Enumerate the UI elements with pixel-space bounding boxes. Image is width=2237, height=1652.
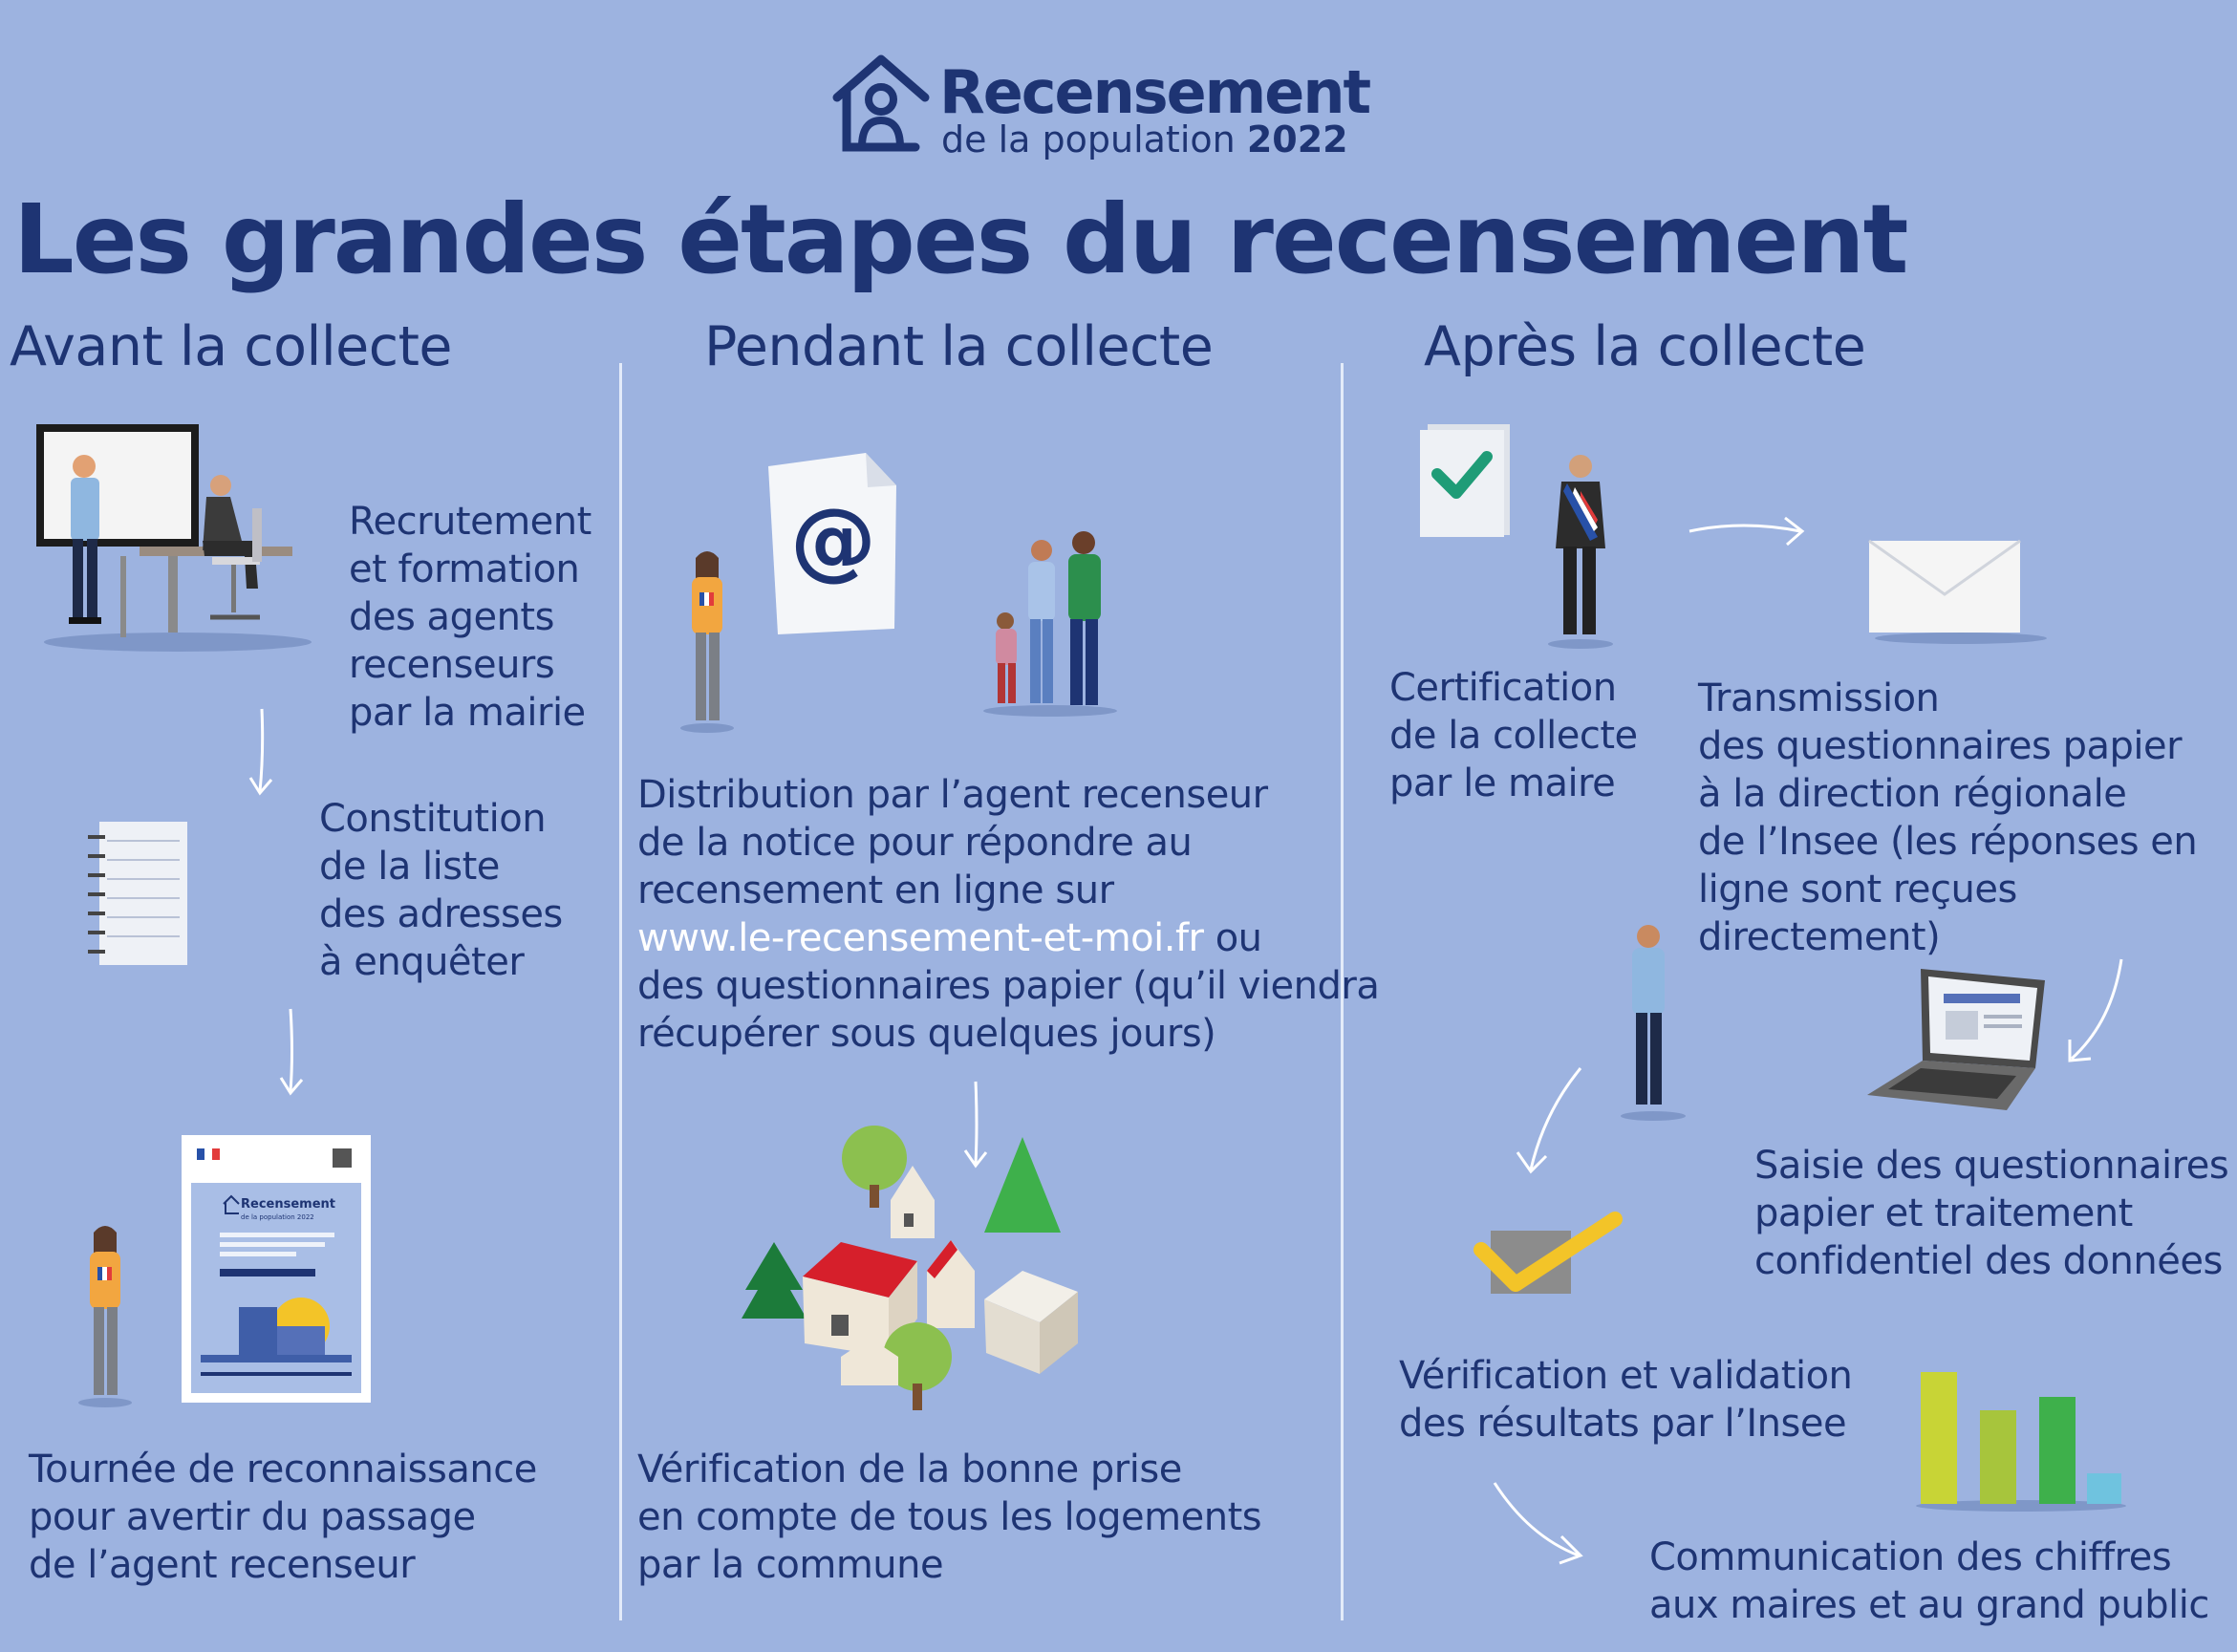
census-agent-illustration xyxy=(1615,921,1682,1122)
laptop-icon xyxy=(1863,965,2054,1118)
flyer-title: Recensement xyxy=(241,1197,335,1212)
step-recruitment: Recrutement et formation des agents recenseurs par la mairie xyxy=(349,500,592,735)
step-distribution xyxy=(637,771,1379,1058)
arrow-icon xyxy=(1686,506,1810,554)
step-distribution-text-end: ou des questionnaires papier (qu’il viendra récupérer sous quelques jours) xyxy=(637,916,1380,1056)
step-data-entry: Saisie des questionnaires papier et traitement confidentiel des données xyxy=(1754,1144,2229,1283)
arrow-icon xyxy=(2064,955,2131,1070)
arrow-icon xyxy=(1506,1064,1582,1179)
step-certification: Certification de la collecte par le maire xyxy=(1389,666,1638,805)
step-address-list: Constitution de la liste des adresses à enquêter xyxy=(319,797,563,984)
step-transmission: Transmission des questionnaires papier à la direction régionale de l’Insee (les réponses en ligne sont reçues directement) xyxy=(1698,676,2198,959)
family-illustration xyxy=(979,526,1122,717)
green-check-box-icon xyxy=(1418,420,1514,541)
page-title: Les grandes étapes du recensement xyxy=(13,183,1907,295)
step-distribution-text: Distribution par l’agent recenseur de la notice pour répondre au recensement en ligne sur xyxy=(637,773,1268,912)
envelope-icon xyxy=(1865,535,2047,645)
bar-chart-icon xyxy=(1911,1368,2131,1512)
flyer-subtitle: de la population 2022 xyxy=(241,1213,314,1221)
yellow-check-icon xyxy=(1472,1212,1624,1307)
column-divider xyxy=(619,363,622,1620)
column-heading-before: Avant la collecte xyxy=(10,315,453,378)
arrow-icon xyxy=(277,1005,306,1101)
address-list-notebook-icon xyxy=(84,818,197,971)
arrow-icon xyxy=(1491,1479,1586,1565)
arrow-icon xyxy=(247,705,275,801)
presentation-training-illustration xyxy=(34,420,302,654)
logo-title: Recensement xyxy=(939,57,1370,127)
census-agent-illustration xyxy=(76,1221,134,1408)
flyer-document-illustration xyxy=(182,1135,371,1403)
step-validation: Vérification et validation des résultats par l’Insee xyxy=(1399,1354,1853,1446)
census-agent-illustration xyxy=(678,547,736,734)
village-houses-illustration xyxy=(745,1127,1089,1424)
step-verification-housing: Vérification de la bonne prise en compte de tous les logements par la commune xyxy=(637,1448,1262,1587)
step-reconnaissance-tour: Tournée de reconnaissance pour avertir du passage de l’agent recenseur xyxy=(29,1448,537,1587)
svg-text:@: @ xyxy=(790,490,876,590)
column-heading-during: Pendant la collecte xyxy=(704,315,1214,378)
census-website-link[interactable]: www.le-recensement-et-moi.fr xyxy=(637,916,1204,960)
column-heading-after: Après la collecte xyxy=(1424,315,1866,378)
email-at-document-icon xyxy=(761,447,904,638)
mayor-illustration xyxy=(1546,449,1615,650)
step-communication: Communication des chiffres aux maires et au grand public xyxy=(1649,1535,2209,1627)
logo-subtitle xyxy=(941,118,1348,161)
logo-subtitle-text: de la population xyxy=(941,118,1236,161)
logo-year: 2022 xyxy=(1246,118,1348,161)
